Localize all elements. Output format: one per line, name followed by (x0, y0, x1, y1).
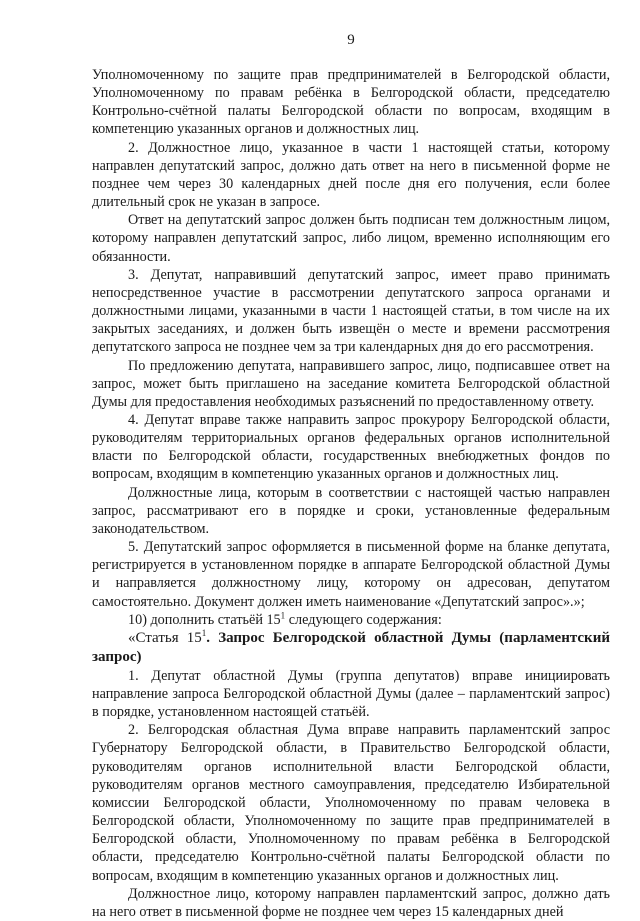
paragraph-part-2: 2. Должностное лицо, указанное в части 1 настоящей статьи, которому направлен депутатский запрос, должно дать ответ на него в письменной форме не позднее чем через 30 календарных дней после дня его получения, если более длительный срок не указан в запросе. (92, 139, 610, 211)
article-heading-sup: 1 (201, 627, 207, 638)
article-paragraph-2: 2. Белгородская областная Дума вправе направить парламентский запрос Губернатору Белгородской области, в Правительство Белгородской области, руководителям органов исполнительной власти Белгородской области, руководителям органов местного самоуправления, председателю Избирательной комиссии Белгородской области, Уполномоченному по правам человека в Белгородской области, Уполномоченному по защите прав предпринимателей в Белгородской области, Уполномоченному по правам ребёнка в Белгородской области, председателю Контрольно-счётной палаты Белгородской области по вопросам, входящим в компетенцию указанных органов и должностных лиц. (92, 722, 610, 884)
amendment-intro-sup: 1 (280, 609, 286, 620)
article-heading (92, 629, 610, 667)
article-heading-title: . Запрос Белгородской областной Думы (парламентский запрос) (92, 629, 610, 665)
amendment-intro-text: 10) дополнить статьёй 15 (128, 611, 281, 628)
paragraph-answer-signature: Ответ на депутатский запрос должен быть подписан тем должностным лицом, которому направлен депутатский запрос, либо лицом, временно исполняющим его обязанности. (92, 212, 610, 265)
paragraph-part-5: 5. Депутатский запрос оформляется в письменной форме на бланке депутата, регистрируется в установленном порядке в аппарате Белгородской областной Думы и направляется должностному лицу, которому он адресован, депутатом самостоятельно. Документ должен иметь наименование «Депутатский запрос».»; (92, 539, 610, 610)
paragraph-part-4: 4. Депутат вправе также направить запрос прокурору Белгородской области, руководителям территориальных органов федеральных органов исполнительной власти по Белгородской области, государственных внебюджетных фондов по вопросам, входящим в компетенцию указанных органов и должностных лиц. (92, 411, 610, 483)
amendment-intro-tail: следующего содержания: (285, 611, 442, 628)
paragraph-officials: Должностные лица, которым в соответствии с настоящей частью направлен запрос, рассматривают его в порядке и сроки, установленные федеральным законодательством. (92, 484, 610, 537)
amendment-intro (92, 611, 610, 629)
page-number: 9 (347, 32, 355, 48)
paragraph-invitation: По предложению депутата, направившего запрос, лицо, подписавшее ответ на запрос, может быть приглашено на заседание комитета Белгородской областной Думы для предоставления необходимых разъяснений по предоставленному ответу. (92, 357, 610, 410)
article-paragraph-3: Должностное лицо, которому направлен парламентский запрос, должно дать на него ответ в письменной форме не позднее чем через 15 календарных дней (92, 885, 610, 920)
article-paragraph-1: 1. Депутат областной Думы (группа депутатов) вправе инициировать направление запроса Белгородской областной Думы (далее – парламентский запрос) в порядке, установленном настоящей статьёй. (92, 667, 610, 721)
article-heading-label: «Статья 15 (128, 629, 202, 646)
paragraph-part-3: 3. Депутат, направивший депутатский запрос, имеет право принимать непосредственное участие в рассмотрении депутатского запроса органами и должностными лицами, указанными в части 1 настоящей статьи, в том числе на их закрытых заседаниях, и должен быть извещён о месте и времени рассмотрения депутатского запроса не позднее чем за три календарных дня до его рассмотрения. (92, 266, 610, 356)
paragraph-continuation: Уполномоченному по защите прав предпринимателей в Белгородской области, Уполномоченному по правам ребёнка в Белгородской области, председателю Контрольно-счётной палаты Белгородской области по вопросам, входящим в компетенцию указанных органов и должностных лиц. (92, 67, 610, 138)
